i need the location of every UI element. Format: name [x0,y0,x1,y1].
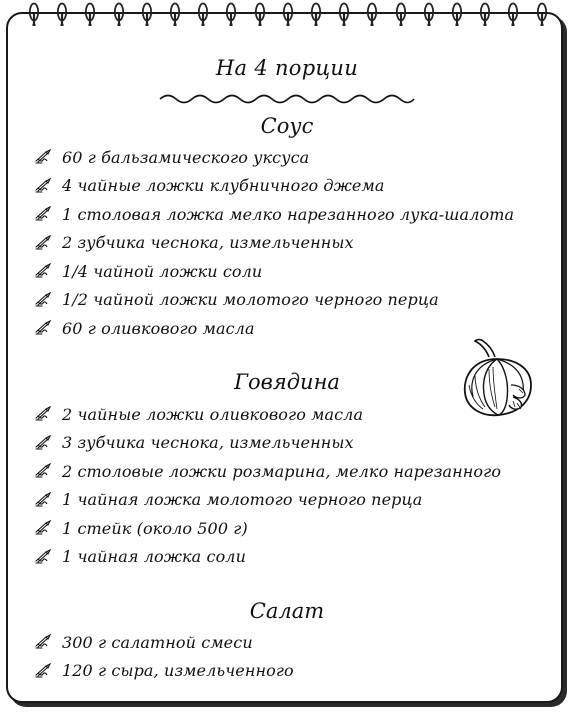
writing-hand-icon [34,206,62,222]
ingredient-list-sauce [34,143,514,343]
list-item [34,514,501,543]
spiral-ring-icon [310,2,322,26]
spiral-ring-icon [225,2,237,26]
spiral-ring-icon [395,2,407,26]
writing-hand-icon [34,178,62,194]
spiral-ring-icon [197,2,209,26]
ingredient-text: 1 столовая ложка мелко нарезанного лука-шалота [62,204,515,224]
list-item [34,429,501,458]
spiral-ring-icon [536,2,548,26]
ingredient-text: 1 чайная ложка соли [62,547,246,567]
writing-hand-icon [34,320,62,336]
ingredient-text: 60 г бальзамического уксуса [62,147,310,167]
spiral-binding [28,0,548,30]
spiral-ring-icon [282,2,294,26]
writing-hand-icon [34,549,62,565]
ingredient-text: 2 чайные ложки оливкового масла [62,404,364,424]
ingredient-text: 3 зубчика чеснока, измельченных [62,433,354,453]
section-title-beef: Говядина [234,370,340,394]
spiral-ring-icon [56,2,68,26]
wave-divider [158,92,416,106]
list-item [34,628,294,657]
spiral-ring-icon [507,2,519,26]
spiral-ring-icon [423,2,435,26]
writing-hand-icon [34,235,62,251]
writing-hand-icon [34,663,62,679]
spiral-ring-icon [141,2,153,26]
spiral-ring-icon [113,2,125,26]
garlic-icon [459,337,535,419]
spiral-ring-icon [451,2,463,26]
writing-hand-icon [34,492,62,508]
writing-hand-icon [34,463,62,479]
spiral-ring-icon [254,2,266,26]
writing-hand-icon [34,149,62,165]
spiral-ring-icon [169,2,181,26]
list-item [34,200,514,229]
list-item [34,172,514,201]
ingredient-text: 1 стейк (около 500 г) [62,518,248,538]
list-item [34,286,514,315]
writing-hand-icon [34,406,62,422]
writing-hand-icon [34,634,62,650]
list-item [34,143,514,172]
spiral-ring-icon [28,2,40,26]
page-title: На 4 порции [215,56,359,80]
writing-hand-icon [34,292,62,308]
ingredient-text: 120 г сыра, измельченного [62,661,294,681]
ingredient-text: 1/4 чайной ложки соли [62,261,263,281]
list-item [34,257,514,286]
ingredient-text: 1/2 чайной ложки молотого черного перца [62,290,439,310]
list-item [34,543,501,572]
list-item [34,314,514,343]
section-title-sauce: Соус [260,114,314,138]
ingredient-text: 300 г салатной смеси [62,632,253,652]
list-item [34,486,501,515]
spiral-ring-icon [338,2,350,26]
list-item [34,457,501,486]
ingredient-list-beef [34,400,501,571]
ingredient-text: 60 г оливкового масла [62,318,255,338]
section-title-salad: Салат [249,599,325,623]
ingredient-text: 4 чайные ложки клубничного джема [62,176,385,196]
list-item [34,657,294,686]
spiral-ring-icon [84,2,96,26]
ingredient-text: 1 чайная ложка молотого черного перца [62,490,423,510]
list-item [34,229,514,258]
list-item [34,400,501,429]
spiral-ring-icon [479,2,491,26]
writing-hand-icon [34,263,62,279]
ingredient-text: 2 столовые ложки розмарина, мелко нарезанного [62,461,502,481]
spiral-ring-icon [366,2,378,26]
ingredient-list-salad [34,628,294,685]
writing-hand-icon [34,520,62,536]
ingredient-text: 2 зубчика чеснока, измельченных [62,233,354,253]
writing-hand-icon [34,435,62,451]
